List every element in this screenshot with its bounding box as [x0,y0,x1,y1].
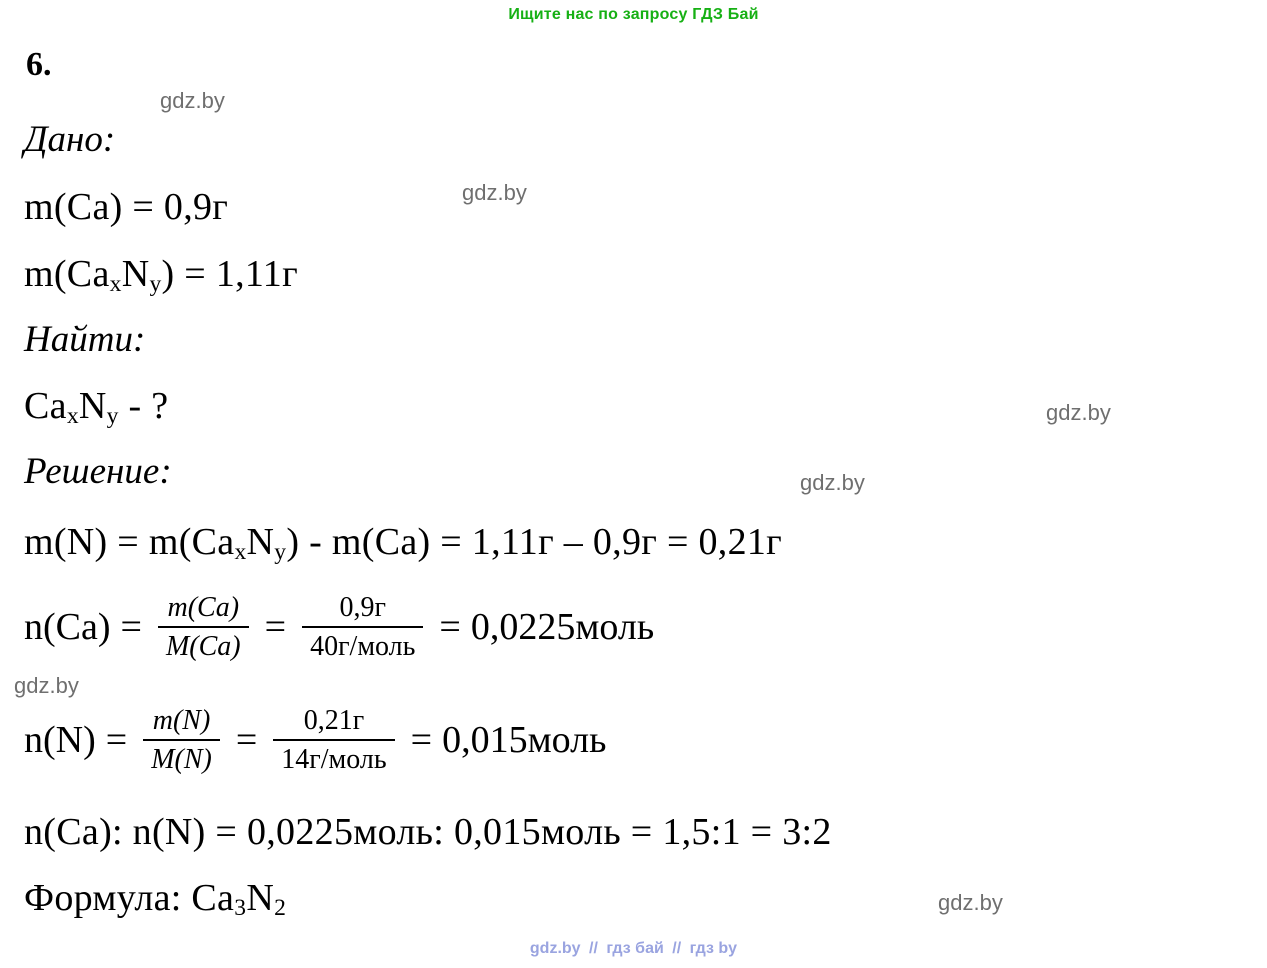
find-target-sub-x: x [66,403,79,430]
moles-ca-eq2: = [264,606,287,649]
final-formula-prefix: Формула: Ca [24,877,235,919]
bottom-banner-part-3: гдз by [689,940,738,957]
nitrogen-mass-sub-y: y [274,539,287,566]
nitrogen-mass-sub-x: x [234,539,247,566]
fraction-bar [143,739,220,741]
moles-ca-eq3: = [439,606,461,649]
final-formula-sub-2: 2 [274,895,287,922]
moles-ca-eq1: = [120,606,142,649]
find-label: Найти: [24,319,146,360]
top-promo-banner: Ищите нас по запросу ГДЗ Бай [508,6,759,23]
given-mass-compound-sub-y: y [149,271,162,298]
given-mass-compound [24,252,298,298]
watermark: gdz.by [462,180,527,205]
bottom-banner-sep-1: // [589,940,598,957]
final-formula-mid: N [246,877,275,919]
fraction-bar [158,626,249,628]
moles-n-eq1: = [105,719,128,762]
nitrogen-mass-p2: N [246,521,275,563]
given-mass-ca [24,185,228,229]
moles-n-fraction-numeric [273,705,394,776]
find-target-sub-y: y [106,403,119,430]
moles-n-result: 0,015моль [442,719,607,762]
find-target-suffix: - ? [118,385,169,427]
bottom-banner-part-2: гдз бай [606,940,664,957]
moles-n-frac1-den: M(N) [151,744,212,776]
watermark: gdz.by [160,88,225,113]
moles-ca-frac1-num: m(Ca) [167,592,240,623]
moles-n-fraction-symbolic [143,705,220,776]
watermark: gdz.by [800,470,865,495]
solution-label: Решение: [24,451,172,492]
watermark: gdz.by [14,673,79,698]
final-formula-sub-3: 3 [234,895,247,922]
moles-n-frac2-den: 14г/моль [281,744,387,776]
nitrogen-mass-p1: m(N) = m(Ca [24,521,235,563]
fraction-bar [273,739,394,741]
moles-ca-frac2-num: 0,9г [339,592,386,623]
nitrogen-mass-equation [24,520,782,566]
given-mass-compound-p1: m(Ca [24,253,110,295]
moles-ca-result: 0,0225моль [470,606,655,649]
moles-n-eq2: = [235,719,258,762]
given-mass-compound-mid: N [121,253,150,295]
find-target [24,384,168,430]
moles-n-eq3: = [410,719,433,762]
moles-n-frac2-num: 0,21г [303,705,365,736]
find-target-p1: Ca [24,385,67,427]
moles-ca-lhs: n(Ca) [24,606,111,649]
moles-n-equation [24,705,606,776]
given-mass-ca-text: m(Ca) = 0,9г [24,186,229,228]
watermark: gdz.by [938,890,1003,915]
given-label: Дано: [24,119,116,160]
fraction-bar [302,626,423,628]
bottom-promo-banner [0,940,1267,958]
final-formula-line [24,876,286,922]
moles-ca-frac2-den: 40г/моль [310,631,416,663]
bottom-banner-part-1: gdz.by [529,940,581,957]
given-mass-compound-suffix: ) = 1,11г [161,253,298,295]
moles-ca-fraction-symbolic [158,592,249,663]
nitrogen-mass-p3: ) - m(Ca) = 1,11г – 0,9г = 0,21г [286,521,783,563]
moles-n-lhs: n(N) [24,719,96,762]
bottom-banner-sep-2: // [672,940,682,957]
moles-ca-equation [24,592,654,663]
moles-ca-fraction-numeric [302,592,423,663]
moles-n-frac1-num: m(N) [152,705,211,736]
watermark: gdz.by [1046,400,1111,425]
given-mass-compound-sub-x: x [109,271,122,298]
mole-ratio-line: n(Ca): n(N) = 0,0225моль: 0,015моль = 1,5:1 = 3:2 [24,811,832,853]
task-number: 6. [26,46,52,83]
find-target-mid: N [78,385,107,427]
moles-ca-frac1-den: M(Ca) [165,631,241,663]
